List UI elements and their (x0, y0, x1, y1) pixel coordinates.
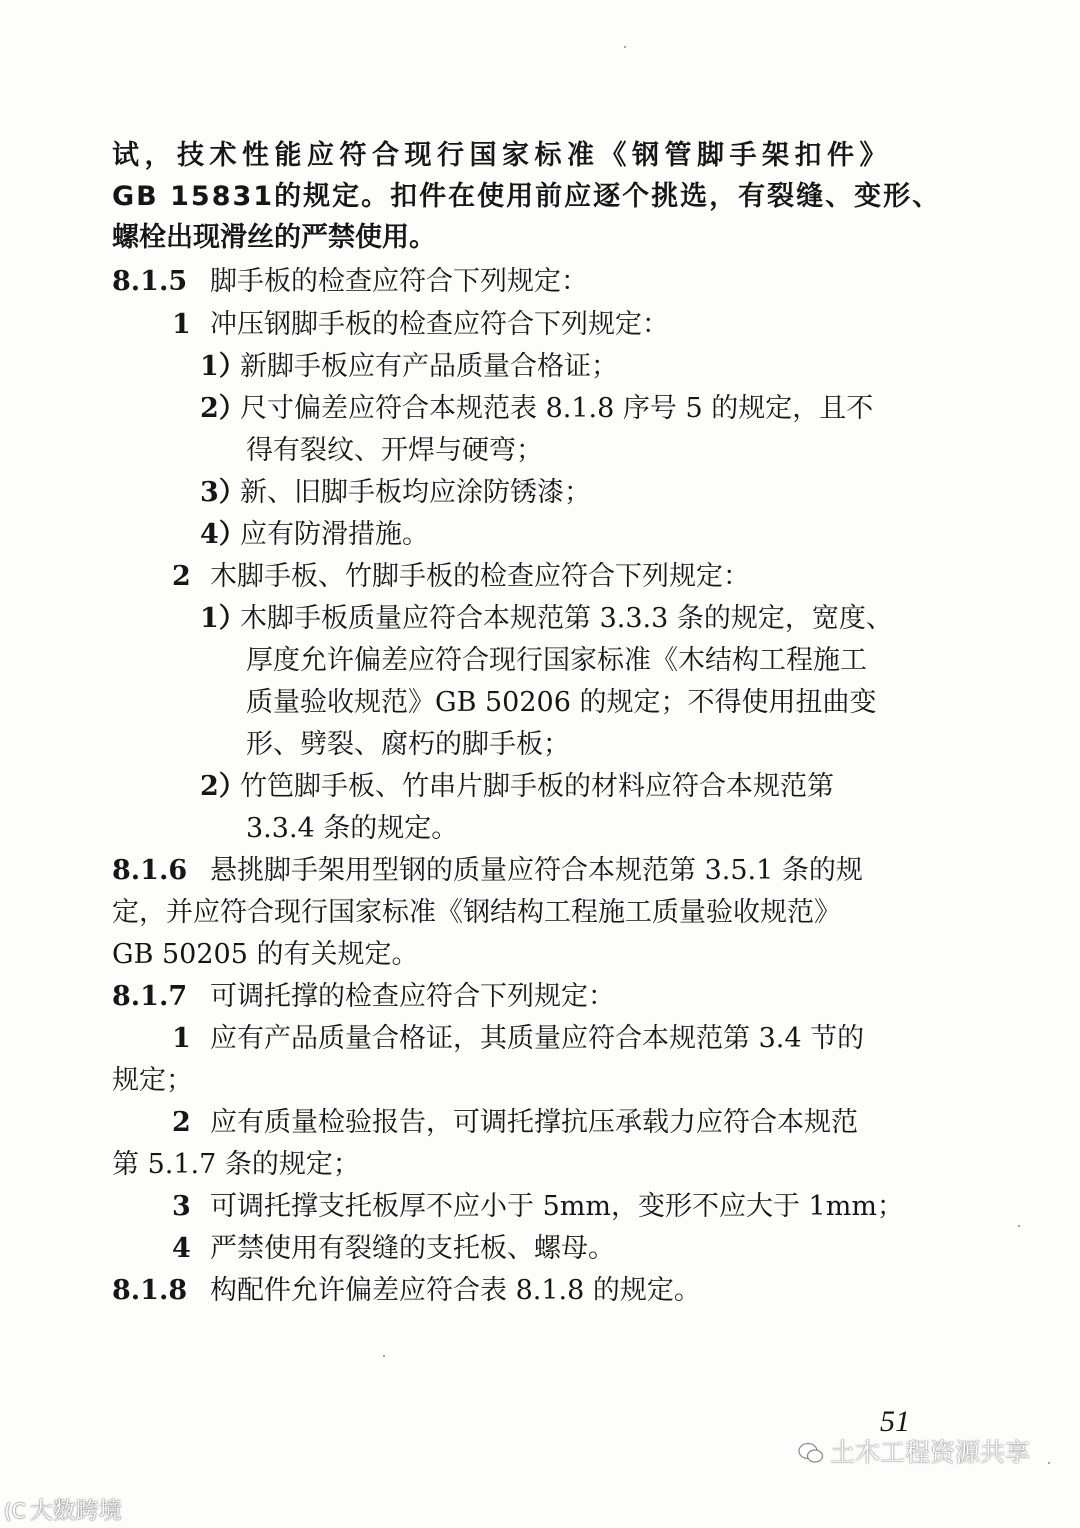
list-subitem: 2）竹笆脚手板、竹串片脚手板的材料应符合本规范第 (200, 767, 834, 807)
text-line: GB 15831的规定。扣件在使用前应逐个挑选，有裂缝、变形、 (112, 181, 942, 212)
item-number: 2 (172, 561, 191, 592)
clause-number: 8.1.5 (112, 266, 188, 297)
item-number: 2） (200, 771, 246, 802)
item-number: 1 (172, 309, 191, 340)
clause-number: 8.1.6 (112, 855, 188, 886)
item-number: 4 (172, 1233, 191, 1264)
wechat-icon (798, 1442, 824, 1464)
text-line: 得有裂纹、开焊与硬弯； (246, 435, 543, 466)
item-number: 1 (172, 1023, 191, 1054)
item-number: 3） (200, 477, 246, 508)
clause-8-1-7: 8.1.7 可调托撑的检查应符合下列规定： (112, 977, 615, 1017)
list-subitem: 1）新脚手板应有产品质量合格证； (200, 347, 618, 387)
clause-8-1-8: 8.1.8 构配件允许偏差应符合表 8.1.8 的规定。 (112, 1271, 701, 1311)
text-line: 规定； (112, 1065, 193, 1096)
list-item: 1 应有产品质量合格证，其质量应符合本规范第 3.4 节的 (172, 1019, 864, 1059)
list-item: 3 可调托撑支托板厚不应小于 5mm，变形不应大于 1mm； (172, 1187, 904, 1227)
text-line: GB 50205 的有关规定。 (112, 939, 419, 970)
list-subitem: 4）应有防滑措施。 (200, 515, 429, 555)
text-line: 质量验收规范》GB 50206 的规定；不得使用扭曲变 (246, 687, 877, 718)
scan-speck (1018, 1225, 1020, 1227)
brand-logo-icon: (C (4, 1499, 26, 1523)
clause-8-1-5: 8.1.5 脚手板的检查应符合下列规定： (112, 262, 588, 302)
item-number: 1） (200, 603, 246, 634)
item-number: 1） (200, 351, 246, 382)
item-number: 3 (172, 1191, 191, 1222)
item-number: 4） (200, 519, 246, 550)
item-number: 2 (172, 1107, 191, 1138)
page-number: 51 (880, 1405, 910, 1438)
scan-speck (383, 1355, 385, 1357)
text-line: 形、劈裂、腐朽的脚手板； (246, 729, 570, 760)
list-item: 2 应有质量检验报告，可调托撑抗压承载力应符合本规范 (172, 1103, 858, 1143)
item-number: 2） (200, 393, 246, 424)
clause-number: 8.1.7 (112, 981, 188, 1012)
scan-speck (1048, 1462, 1050, 1464)
list-subitem: 1）木脚手板质量应符合本规范第 3.3.3 条的规定，宽度、 (200, 599, 893, 639)
list-item: 4 严禁使用有裂缝的支托板、螺母。 (172, 1229, 615, 1269)
clause-8-1-6: 8.1.6 悬挑脚手架用型钢的质量应符合本规范第 3.5.1 条的规 (112, 851, 863, 891)
text-line: 3.3.4 条的规定。 (246, 813, 459, 844)
list-subitem: 2）尺寸偏差应符合本规范表 8.1.8 序号 5 的规定，且不 (200, 389, 873, 429)
text-line: 试，技术性能应符合现行国家标准《钢管脚手架扣件》 (112, 140, 892, 171)
clause-number: 8.1.8 (112, 1275, 188, 1306)
scan-speck (624, 46, 626, 48)
text-line: 定，并应符合现行国家标准《钢结构工程施工质量验收规范》 (112, 897, 841, 928)
watermark-left: (C 大数跨境 (4, 1498, 122, 1524)
text-line: 螺栓出现滑丝的严禁使用。 (112, 222, 436, 253)
list-item: 2 木脚手板、竹脚手板的检查应符合下列规定： (172, 557, 750, 597)
watermark-wechat: 土木工程资源共享 (798, 1433, 1030, 1469)
text-line: 第 5.1.7 条的规定； (112, 1149, 360, 1180)
list-subitem: 3）新、旧脚手板均应涂防锈漆； (200, 473, 591, 513)
text-line: 厚度允许偏差应符合现行国家标准《木结构工程施工 (246, 645, 867, 676)
list-item: 1 冲压钢脚手板的检查应符合下列规定： (172, 305, 669, 345)
